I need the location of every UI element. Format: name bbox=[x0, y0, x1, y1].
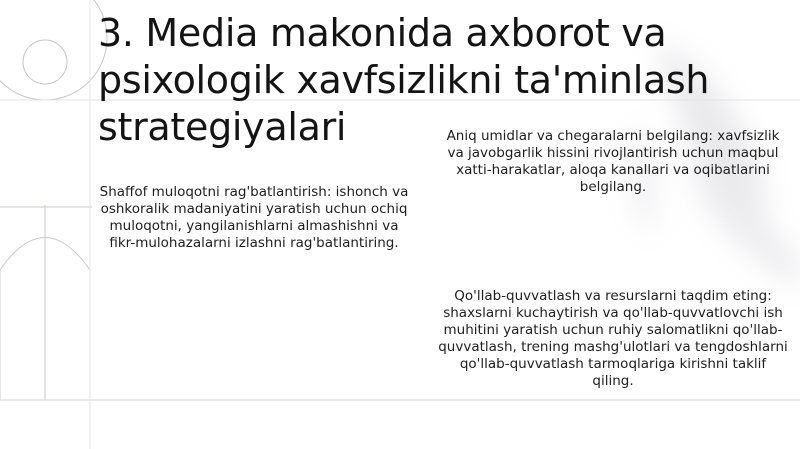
strategy-block-support-resources: Qo'llab-quvvatlash va resurslarni taqdim eting: shaxslarni kuchaytirish va qo'llab-quvvatlovchi ish muhitini yaratish uchun ruhiy salomatlikni qo'llab-quvvatlash, trening mashg'ulotlari va tengdoshlarni qo'llab-quvvatlash tarmoqlariga kirishni taklif qiling. bbox=[438, 288, 788, 389]
circle-decoration bbox=[0, 0, 107, 100]
slide-title: 3. Media makonida axborot va psixologik xavfsizlikni ta'minlash strategiyalari bbox=[98, 11, 710, 149]
strategy-block-transparent-communication: Shaffof muloqotni rag'batlantirish: ishonch va oshkoralik madaniyatini yaratish uchun ochiq muloqotni, yangilanishlarni almashishni va fikr-mulohazalarni izlashni rag'batlantiring. bbox=[99, 184, 409, 251]
strategy-block-clear-expectations: Aniq umidlar va chegaralarni belgilang: xavfsizlik va javobgarlik hissini rivojlantirish uchun maqbul xatti-harakatlar, aloqa kanallari va oqibatlarini belgilang. bbox=[446, 128, 780, 195]
